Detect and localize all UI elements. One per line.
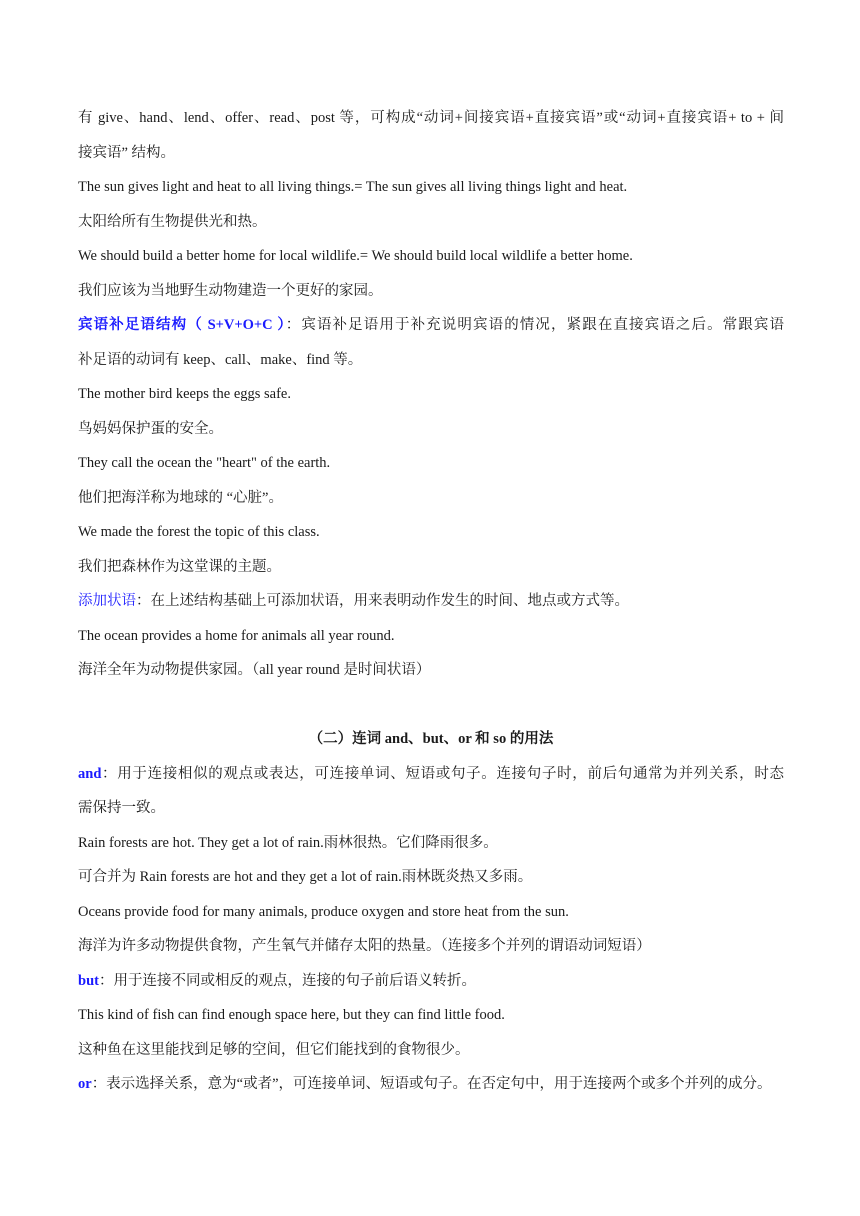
rule-paragraph <box>78 1067 784 1102</box>
rule-text: ：在上述结构基础上可添加状语，用来表明动作发生的时间、地点或方式等。 <box>136 593 629 609</box>
example-sentence: 可合并为 Rain forests are hot and they get a lot of rain.雨林既炎热又多雨。 <box>78 869 533 885</box>
rule-text: ：用于连接相似的观点或表达，可连接单词、短语或句子。连接句子时，前后句通常为并列关系，时态 <box>101 765 784 782</box>
rule-keyword: 宾语补足语结构（ S+V+O+C ） <box>78 317 286 333</box>
example-sentence: The mother bird keeps the eggs safe. <box>78 386 291 402</box>
text-line: 有 give、hand、lend、offer、read、post 等，可构成“动词+间接宾语+直接宾语”或“动词+直接宾语+ to + 间 <box>78 110 784 126</box>
rule-keyword: or <box>78 1076 92 1092</box>
translation: 海洋全年为动物提供家园。（all year round 是时间状语） <box>78 662 431 678</box>
section-heading: （二）连词 and、but、or 和 so 的用法 <box>308 731 554 747</box>
rule-keyword: but <box>78 972 99 989</box>
rule-text: ：宾语补足语用于补充说明宾语的情况，紧跟在直接宾语之后。常跟宾语 <box>285 317 784 333</box>
rule-paragraph <box>78 308 784 343</box>
example-sentence: Rain forests are hot. They get a lot of rain.雨林很热。它们降雨很多。 <box>78 834 498 851</box>
spacer <box>78 688 784 723</box>
translation: 太阳给所有生物提供光和热。 <box>78 213 267 230</box>
example-sentence: We made the forest the topic of this class. <box>78 524 320 540</box>
rule-text: ：用于连接不同或相反的观点，连接的句子前后语义转折。 <box>98 972 476 989</box>
text-line: 补足语的动词有 keep、call、make、find 等。 <box>78 351 363 368</box>
example-sentence: The sun gives light and heat to all living things.= The sun gives all living things light and heat. <box>78 179 628 195</box>
text-line: 需保持一致。 <box>78 800 165 816</box>
example-sentence: Oceans provide food for many animals, produce oxygen and store heat from the sun. <box>78 903 569 920</box>
example-sentence: This kind of fish can find enough space here, but they can find little food. <box>78 1007 505 1023</box>
text-line: 接宾语” 结构。 <box>78 144 176 161</box>
translation: 我们应该为当地野生动物建造一个更好的家园。 <box>78 282 383 299</box>
rule-keyword: 添加状语 <box>78 593 136 609</box>
rule-paragraph <box>78 584 784 619</box>
example-sentence: We should build a better home for local wildlife.= We should build local wildlife a better home. <box>78 248 633 264</box>
rule-paragraph <box>78 964 784 999</box>
translation: 我们把森林作为这堂课的主题。 <box>78 558 281 575</box>
example-sentence: The ocean provides a home for animals all year round. <box>78 627 395 644</box>
translation: 这种鱼在这里能找到足够的空间，但它们能找到的食物很少。 <box>78 1041 470 1058</box>
translation: 海洋为许多动物提供食物，产生氧气并储存太阳的热量。（连接多个并列的谓语动词短语） <box>78 938 651 954</box>
rule-paragraph <box>78 757 784 792</box>
document-page <box>78 101 784 1102</box>
translation: 他们把海洋称为地球的 “心脏”。 <box>78 489 283 506</box>
rule-text: ：表示选择关系，意为“或者”，可连接单词、短语或句子。在否定句中，用于连接两个或多个并列的成分。 <box>91 1076 772 1092</box>
example-sentence: They call the ocean the "heart" of the earth. <box>78 455 331 471</box>
rule-keyword: and <box>78 765 102 782</box>
translation: 鸟妈妈保护蛋的安全。 <box>78 420 223 437</box>
